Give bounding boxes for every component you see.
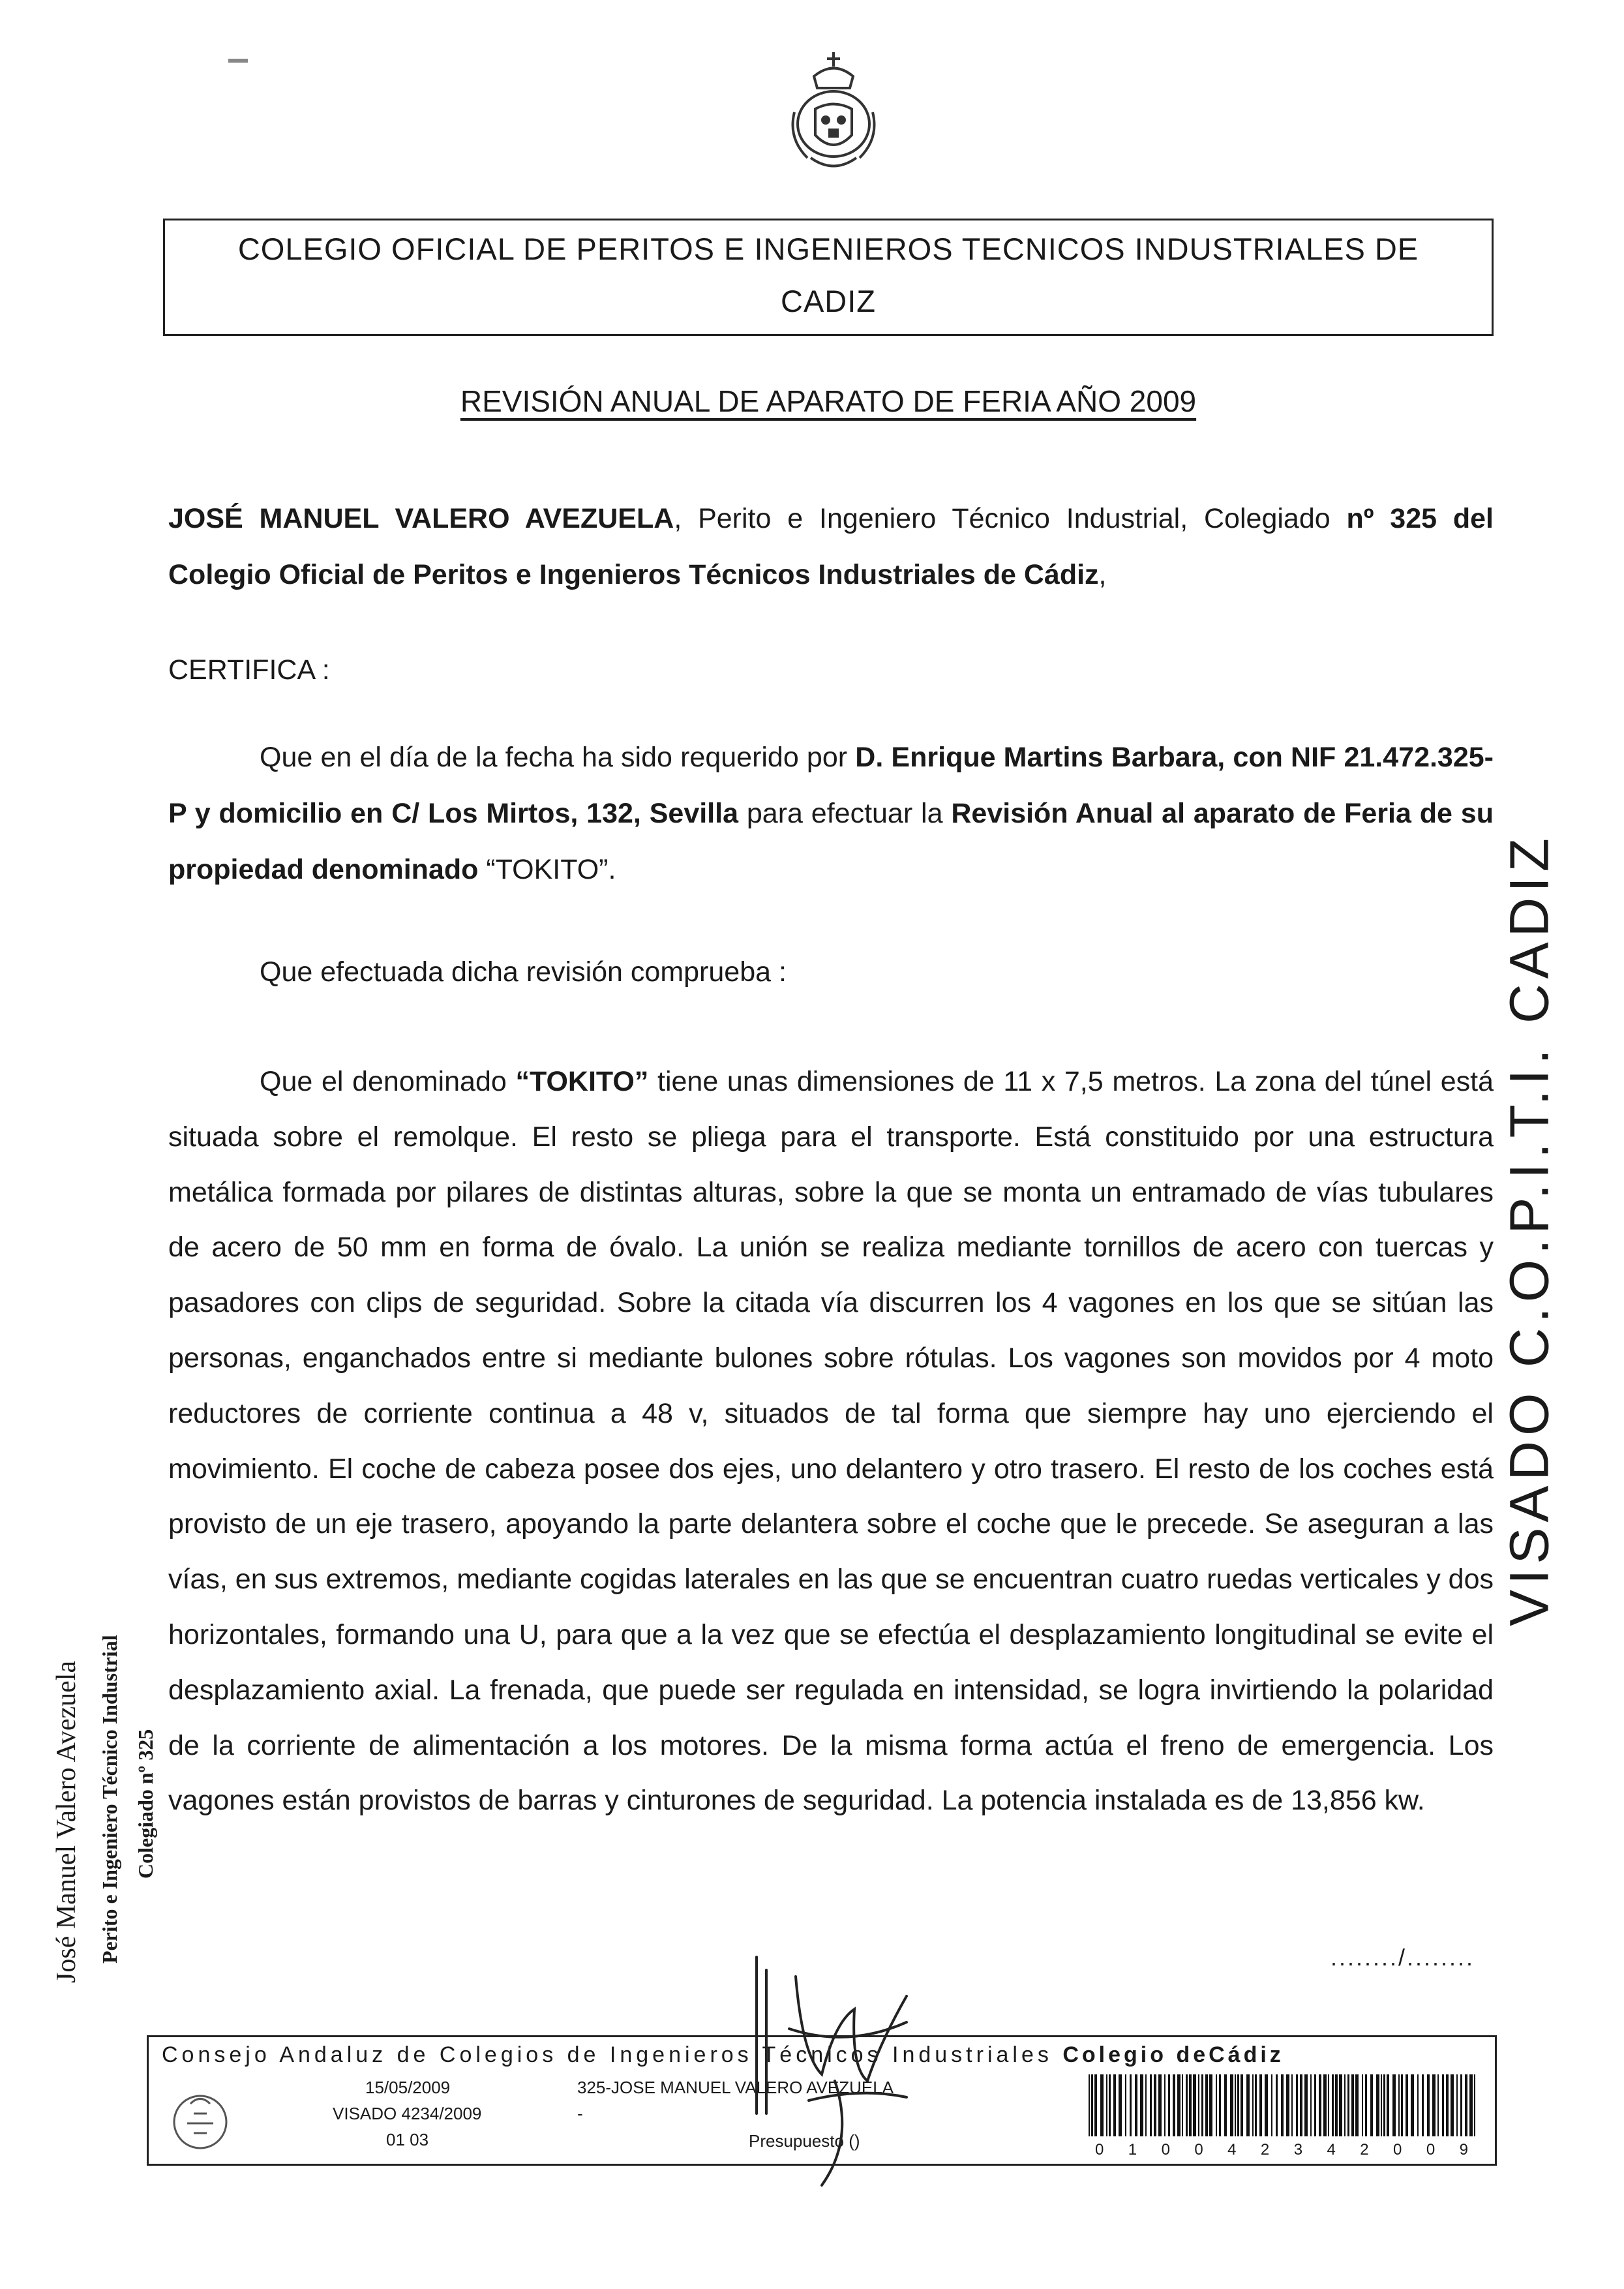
barcode-bar [1209, 2074, 1212, 2136]
barcode-bar [1442, 2074, 1444, 2136]
barcode-digit: 0 [1095, 2141, 1104, 2159]
visado-number: VISADO 4234/2009 [333, 2104, 482, 2123]
barcode-bar [1089, 2074, 1090, 2136]
barcode-bar [1154, 2074, 1156, 2136]
barcode-bar [1216, 2074, 1217, 2136]
barcode-bar [1339, 2074, 1342, 2136]
barcode-bar [1164, 2074, 1165, 2136]
request-text-2: para efectuar la [738, 798, 952, 829]
request-ride-name: “TOKITO”. [478, 854, 616, 885]
barcode-bar [1130, 2074, 1132, 2136]
barcode-bar [1437, 2074, 1439, 2136]
barcode-digit: 2 [1360, 2141, 1369, 2159]
barcode-bar [1344, 2074, 1346, 2136]
revision-subject: Revisión Anual al aparato de Feria de su propiedad denominado [168, 798, 1494, 885]
colegiado-number: nº 325 del Colegio Oficial de Peritos e Ingenieros Técnicos Industriales de Cádiz [168, 503, 1494, 590]
request-paragraph [168, 729, 1494, 898]
barcode-bar [1255, 2074, 1257, 2136]
engineer-intro-paragraph [168, 491, 1494, 603]
barcode-bar [1158, 2074, 1162, 2136]
stamp-name-text: José Manuel Valero Avezuela [52, 1660, 82, 1983]
barcode-bar [1323, 2074, 1327, 2136]
barcode-digits [1086, 2141, 1477, 2159]
barcode-bar [1383, 2074, 1385, 2136]
barcode-bar [1304, 2074, 1308, 2136]
intro-text-end: , [1098, 559, 1107, 590]
barcode-bar [1319, 2074, 1321, 2136]
barcode-bar [1460, 2074, 1462, 2136]
barcode-bar [1237, 2074, 1239, 2136]
barcode-bar [1235, 2074, 1236, 2136]
barcode-bar [1252, 2074, 1254, 2136]
barcode [1086, 2074, 1477, 2136]
barcode-digit: 4 [1227, 2141, 1237, 2159]
barcode-bar [1109, 2074, 1111, 2136]
visado-side-text: VISADO C.O.P.I.T.I. CADIZ [1498, 833, 1560, 1626]
organization-name-line1: COLEGIO OFICIAL DE PERITOS E INGENIEROS TECNICOS INDUSTRIALES DE [237, 232, 1419, 266]
barcode-bar [1411, 2074, 1414, 2136]
barcode-bar [1381, 2074, 1382, 2136]
barcode-bar [1150, 2074, 1152, 2136]
barcode-bar [1286, 2074, 1289, 2136]
barcode-digit: 0 [1161, 2141, 1170, 2159]
barcode-bar [1140, 2074, 1143, 2136]
barcode-bar [1296, 2074, 1298, 2136]
barcode-bar [1091, 2074, 1093, 2136]
barcode-bar [1201, 2074, 1203, 2136]
barcode-bar [1246, 2074, 1250, 2136]
visado-pages: 01 03 [386, 2130, 429, 2149]
barcode-bar [1125, 2074, 1126, 2136]
barcode-bar [1219, 2074, 1221, 2136]
visado-date: 15/05/2009 [365, 2078, 451, 2097]
barcode-bar [1332, 2074, 1334, 2136]
council-seal-icon [164, 2084, 236, 2156]
barcode-bar [1398, 2074, 1400, 2136]
barcode-digit: 0 [1393, 2141, 1402, 2159]
barcode-bar [1281, 2074, 1284, 2136]
barcode-bar [1100, 2074, 1104, 2136]
barcode-bar [1451, 2074, 1454, 2136]
barcode-bar [1186, 2074, 1188, 2136]
barcode-bar [1113, 2074, 1116, 2136]
visado-dash: - [577, 2104, 583, 2123]
stamp-title-text: Perito e Ingeniero Técnico Industrial [98, 1635, 121, 1963]
barcode-bar [1173, 2074, 1175, 2136]
scan-speck [228, 59, 248, 63]
barcode-bar [1094, 2074, 1097, 2136]
stamp-number-text: Colegiado nº 325 [134, 1729, 157, 1879]
barcode-bar [1417, 2074, 1419, 2136]
handwritten-signature [704, 1950, 978, 2192]
barcode-bar [1119, 2074, 1122, 2136]
barcode-bar [1271, 2074, 1272, 2136]
description-paragraph [168, 1054, 1494, 1828]
barcode-bar [1432, 2074, 1436, 2136]
barcode-bar [1362, 2074, 1363, 2136]
barcode-digit: 1 [1128, 2141, 1137, 2159]
barcode-bar [1145, 2074, 1147, 2136]
barcode-bar [1370, 2074, 1373, 2136]
barcode-bar [1474, 2074, 1475, 2136]
barcode-digit: 0 [1426, 2141, 1436, 2159]
barcode-bar [1465, 2074, 1467, 2136]
ride-name: “TOKITO” [515, 1066, 649, 1097]
continuation-mark: ......../........ [1331, 1944, 1475, 1971]
organization-name-line2: CADIZ [781, 284, 876, 318]
barcode-bar [1106, 2074, 1107, 2136]
barcode-bar [1193, 2074, 1196, 2136]
barcode-bar [1189, 2074, 1192, 2136]
barcode-bar [1406, 2074, 1408, 2136]
barcode-bar [1205, 2074, 1208, 2136]
intro-text: , Perito e Ingeniero Técnico Industrial, Colegiado [674, 503, 1347, 534]
request-text: Que en el día de la fecha ha sido requerido por [260, 742, 856, 773]
barcode-bar [1310, 2074, 1312, 2136]
description-body: tiene unas dimensiones de 11 x 7,5 metros. La zona del túnel está situada sobre el remolque. El resto se pliega para el transporte. Está constituido por una estructura metálica formada por pilares de distintas alturas, sobre la que se monta un entramado de vías tubulares de acero de 50 mm en forma de óvalo. La unión se realiza mediante tornillos de acero con tuercas y pasadores con clips de seguridad. Sobre la citada vía discurren los 4 vagones en los que se sitúan las personas, enganchados entre si mediante bulones sobre rótulas. Los vagones son movidos por 4 moto reductores de corriente continua a 48 v, situados de tal forma que siempre hay uno ejerciendo el movimiento. El coche de cabeza posee dos ejes, uno delantero y otro trasero. El resto de los coches está provisto de un eje trasero, apoyando la parte delantera sobre el coche que le precede. Se aseguran a las vías, en sus extremos, mediante cogidas laterales en las que se encuentran cuatro ruedas verticales y dos horizontales, formando una U, para que a la vez que se efectúa el desplazamiento longitudinal se evite el desplazamiento axial. La frenada, que puede ser regulada en intensidad, se logra invirtiendo la polaridad de la corriente de alimentación a los motores. De la misma forma actúa el freno de emergencia. Los vagones están provistos de barras y cinturones de seguridad. La potencia instalada es de 13,856 kw. [168, 1066, 1494, 1817]
engineer-name: JOSÉ MANUEL VALERO AVEZUELA [168, 503, 674, 534]
barcode-digit: 0 [1194, 2141, 1203, 2159]
barcode-bar [1168, 2074, 1170, 2136]
barcode-bar [1446, 2074, 1449, 2136]
barcode-bar [1422, 2074, 1424, 2136]
visado-author: 325-JOSE MANUEL VALERO AVEZUELA [577, 2078, 894, 2097]
barcode-bar [1427, 2074, 1430, 2136]
barcode-bar [1347, 2074, 1349, 2136]
barcode-bar [1259, 2074, 1262, 2136]
barcode-digit: 3 [1293, 2141, 1303, 2159]
barcode-digit: 2 [1260, 2141, 1270, 2159]
coat-of-arms-icon [775, 47, 892, 177]
barcode-bar [1177, 2074, 1180, 2136]
efectuada-paragraph: Que efectuada dicha revisión comprueba : [260, 956, 787, 988]
barcode-bar [1355, 2074, 1359, 2136]
footer-college: Colegio deCádiz [1062, 2042, 1284, 2067]
barcode-digit: 9 [1459, 2141, 1468, 2159]
client-details: D. Enrique Martins Barbara, con NIF 21.472.325-P y domicilio en C/ Los Mirtos, 132, Sevilla [168, 742, 1494, 829]
barcode-bar [1198, 2074, 1199, 2136]
barcode-bar [1300, 2074, 1302, 2136]
barcode-bar [1392, 2074, 1396, 2136]
organization-header [163, 219, 1494, 336]
barcode-bar [1135, 2074, 1137, 2136]
barcode-bar [1365, 2074, 1367, 2136]
visado-side-stamp [1500, 766, 1559, 1693]
document-title: REVISIÓN ANUAL DE APARATO DE FERIA AÑO 2009 [460, 384, 1197, 418]
description-text: Que el denominado [260, 1066, 516, 1097]
barcode-bar [1376, 2074, 1379, 2136]
barcode-bar [1328, 2074, 1329, 2136]
barcode-bar [1265, 2074, 1268, 2136]
barcode-bar [1314, 2074, 1316, 2136]
barcode-bar [1351, 2074, 1354, 2136]
barcode-bar [1401, 2074, 1403, 2136]
barcode-bar [1276, 2074, 1278, 2136]
barcode-digit: 4 [1327, 2141, 1336, 2159]
visado-presupuesto: Presupuesto () [749, 2131, 860, 2151]
certifica-heading: CERTIFICA : [168, 654, 330, 686]
barcode-bar [1456, 2074, 1458, 2136]
barcode-bar [1224, 2074, 1227, 2136]
barcode-bar [1241, 2074, 1243, 2136]
barcode-bar [1230, 2074, 1233, 2136]
footer-council: Consejo Andaluz de Colegios de Ingenieros Técnicos Industriales [162, 2042, 1053, 2067]
barcode-bar [1469, 2074, 1473, 2136]
barcode-bar [1182, 2074, 1183, 2136]
barcode-bar [1387, 2074, 1389, 2136]
barcode-bar [1291, 2074, 1293, 2136]
barcode-bar [1335, 2074, 1338, 2136]
